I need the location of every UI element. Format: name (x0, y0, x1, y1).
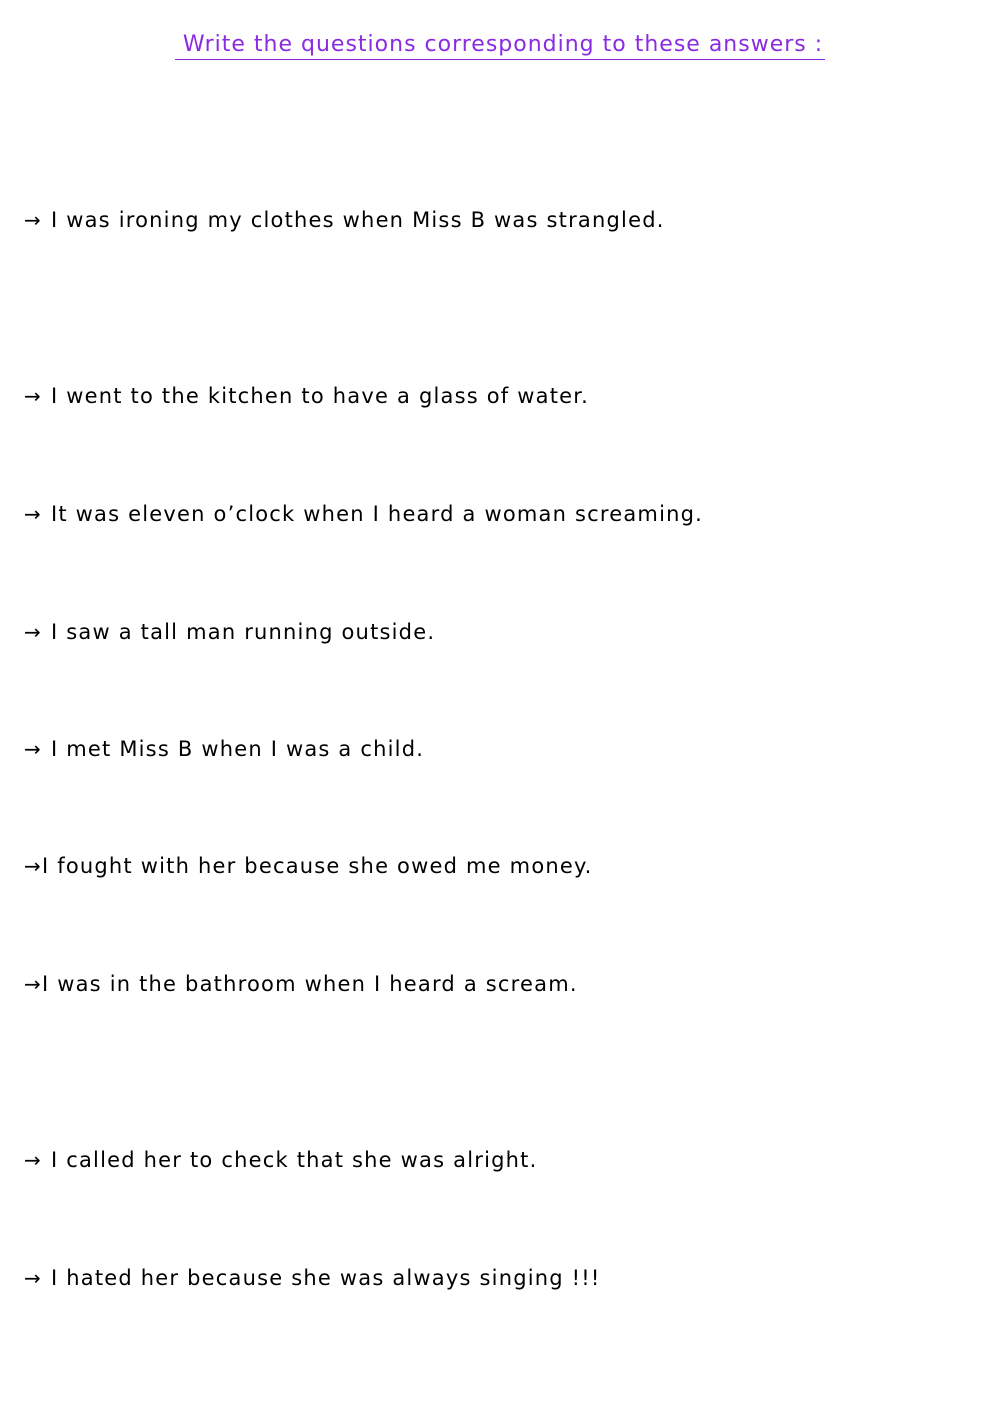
answer-item-3 (24, 500, 703, 528)
answer-item-8 (24, 1146, 537, 1174)
answer-item-2 (24, 382, 589, 410)
arrow-icon: → (24, 1266, 42, 1290)
answer-text: I hated her because she was always singing !!! (50, 1266, 601, 1290)
answer-text: I met Miss B when I was a child. (50, 737, 425, 761)
answer-text: I saw a tall man running outside. (50, 620, 436, 644)
answer-item-7 (24, 970, 578, 998)
arrow-icon: → (24, 208, 42, 232)
arrow-icon: → (24, 972, 42, 996)
arrow-icon: → (24, 737, 42, 761)
answer-text: It was eleven o’clock when I heard a woman screaming. (50, 502, 704, 526)
title-text: Write the questions corresponding to these answers : (175, 31, 825, 60)
answer-item-9 (24, 1264, 601, 1292)
arrow-icon: → (24, 620, 42, 644)
answer-text: I fought with her because she owed me money. (41, 854, 593, 878)
arrow-icon: → (24, 384, 42, 408)
answer-text: I was in the bathroom when I heard a scream. (41, 972, 578, 996)
arrow-icon: → (24, 502, 42, 526)
answer-item-5 (24, 735, 424, 763)
arrow-icon: → (24, 1148, 42, 1172)
answer-text: I was ironing my clothes when Miss B was strangled. (50, 208, 665, 232)
answer-text: I went to the kitchen to have a glass of water. (50, 384, 590, 408)
worksheet-title (0, 30, 1000, 60)
answer-text: I called her to check that she was alright. (50, 1148, 538, 1172)
answer-item-4 (24, 618, 435, 646)
arrow-icon: → (24, 854, 42, 878)
answer-item-6 (24, 852, 593, 880)
answer-item-1 (24, 206, 665, 234)
